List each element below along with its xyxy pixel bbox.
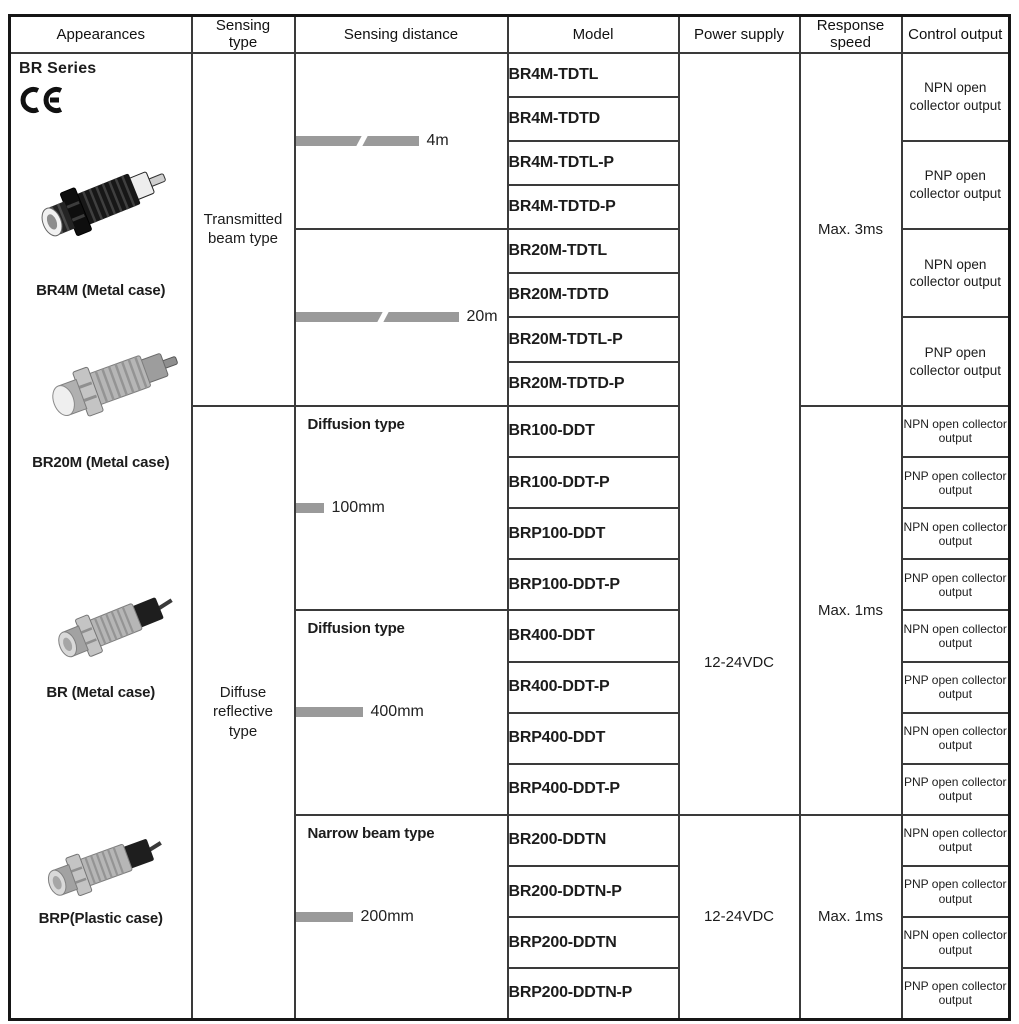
distance-type-heading: Diffusion type xyxy=(307,415,405,433)
control-output-cell: NPN open collector output xyxy=(902,508,1010,559)
model-cell: BRP100-DDT-P xyxy=(508,559,679,610)
sensing-distance-cell-100mm xyxy=(295,406,508,610)
br20m-sensor-image xyxy=(39,328,189,446)
ce-mark-icon xyxy=(19,86,65,114)
distance-bar-4m xyxy=(296,136,419,146)
spec-table xyxy=(8,14,1011,1021)
control-output-cell: PNP open collector output xyxy=(902,866,1010,917)
column-header-control-output: Control output xyxy=(902,16,1010,53)
br4m-sensor-image xyxy=(25,146,177,268)
series-title: BR Series xyxy=(19,59,97,77)
distance-type-heading: Narrow beam type xyxy=(307,824,435,842)
model-cell: BRP400-DDT xyxy=(508,713,679,764)
appearances-cell xyxy=(10,53,192,1020)
brp-sensor-image xyxy=(37,822,172,920)
column-header-model: Model xyxy=(508,16,679,53)
model-cell: BR4M-TDTL-P xyxy=(508,141,679,185)
distance-label: 100mm xyxy=(331,498,385,516)
distance-type-heading: Diffusion type xyxy=(307,620,405,638)
control-output-cell: NPN open collector output xyxy=(902,917,1010,968)
column-header-power-supply: Power supply xyxy=(679,16,800,53)
power-supply-value: 12-24VDC xyxy=(703,654,775,672)
model-cell: BR400-DDT xyxy=(508,610,679,661)
sensing-type-label: Diffuse reflective type xyxy=(212,683,274,740)
sensing-type-label: Transmitted beam type xyxy=(203,210,283,248)
control-output-cell: NPN open collector output xyxy=(902,406,1010,457)
distance-label: 400mm xyxy=(370,703,424,721)
br20m-label: BR20M (Metal case) xyxy=(32,453,170,471)
response-speed-cell: Max. 1ms xyxy=(800,815,902,1019)
distance-bar-row xyxy=(296,308,507,326)
distance-label: 200mm xyxy=(360,907,414,925)
control-output-cell: PNP open collector output xyxy=(902,317,1010,405)
control-output-cell: NPN open collector output xyxy=(902,713,1010,764)
control-output-cell: PNP open collector output xyxy=(902,457,1010,508)
distance-bar-row xyxy=(296,499,507,517)
model-cell: BRP200-DDTN xyxy=(508,917,679,968)
model-cell: BRP200-DDTN-P xyxy=(508,968,679,1019)
power-supply-cell: 12-24VDC xyxy=(679,815,800,1019)
model-cell: BR20M-TDTD-P xyxy=(508,362,679,406)
model-cell: BR100-DDT xyxy=(508,406,679,457)
distance-bar-20m xyxy=(296,312,459,322)
model-cell: BR20M-TDTL-P xyxy=(508,317,679,361)
column-header-appearances: Appearances xyxy=(10,16,192,53)
distance-bar-200mm xyxy=(296,912,353,922)
model-cell: BR20M-TDTD xyxy=(508,273,679,317)
control-output-cell: PNP open collector output xyxy=(902,968,1010,1019)
sensing-distance-cell-20m xyxy=(295,229,508,406)
distance-bar-400mm xyxy=(296,707,363,717)
model-cell: BR20M-TDTL xyxy=(508,229,679,273)
response-speed-cell: Max. 1ms xyxy=(800,406,902,815)
control-output-cell: PNP open collector output xyxy=(902,141,1010,229)
control-output-cell: NPN open collector output xyxy=(902,229,1010,317)
model-cell: BRP400-DDT-P xyxy=(508,764,679,815)
column-header-response-speed: Response speed xyxy=(800,16,902,53)
model-cell: BR200-DDTN-P xyxy=(508,866,679,917)
brp-label: BRP(Plastic case) xyxy=(38,909,163,927)
sensing-type-cell-diffuse xyxy=(192,406,295,1019)
control-output-cell: PNP open collector output xyxy=(902,559,1010,610)
control-output-cell: NPN open collector output xyxy=(902,610,1010,661)
appearances-content xyxy=(11,54,191,1018)
model-cell: BR4M-TDTD-P xyxy=(508,185,679,229)
control-output-cell: PNP open collector output xyxy=(902,662,1010,713)
column-header-sensing-distance: Sensing distance xyxy=(295,16,508,53)
model-cell: BRP100-DDT xyxy=(508,508,679,559)
distance-bar-row xyxy=(296,703,507,721)
column-header-sensing-type: Sensing type xyxy=(192,16,295,53)
control-output-cell: PNP open collector output xyxy=(902,764,1010,815)
br-label: BR (Metal case) xyxy=(46,683,156,701)
distance-label: 20m xyxy=(466,308,498,326)
control-output-cell: NPN open collector output xyxy=(902,815,1010,866)
sensing-distance-cell-4m xyxy=(295,53,508,229)
model-cell: BR4M-TDTL xyxy=(508,53,679,97)
distance-bar-row xyxy=(296,908,507,926)
model-cell: BR400-DDT-P xyxy=(508,662,679,713)
distance-bar-row xyxy=(296,132,507,150)
distance-bar-100mm xyxy=(296,503,324,513)
sensing-distance-cell-400mm xyxy=(295,610,508,814)
sensing-distance-cell-200mm xyxy=(295,815,508,1019)
model-cell: BR100-DDT-P xyxy=(508,457,679,508)
response-speed-cell: Max. 3ms xyxy=(800,53,902,406)
power-supply-cell xyxy=(679,53,800,815)
control-output-cell: NPN open collector output xyxy=(902,53,1010,141)
br4m-label: BR4M (Metal case) xyxy=(36,281,166,299)
br-sensor-image xyxy=(47,582,182,680)
sensing-type-cell-transmitted xyxy=(192,53,295,406)
distance-label: 4m xyxy=(426,131,449,149)
model-cell: BR200-DDTN xyxy=(508,815,679,866)
model-cell: BR4M-TDTD xyxy=(508,97,679,141)
